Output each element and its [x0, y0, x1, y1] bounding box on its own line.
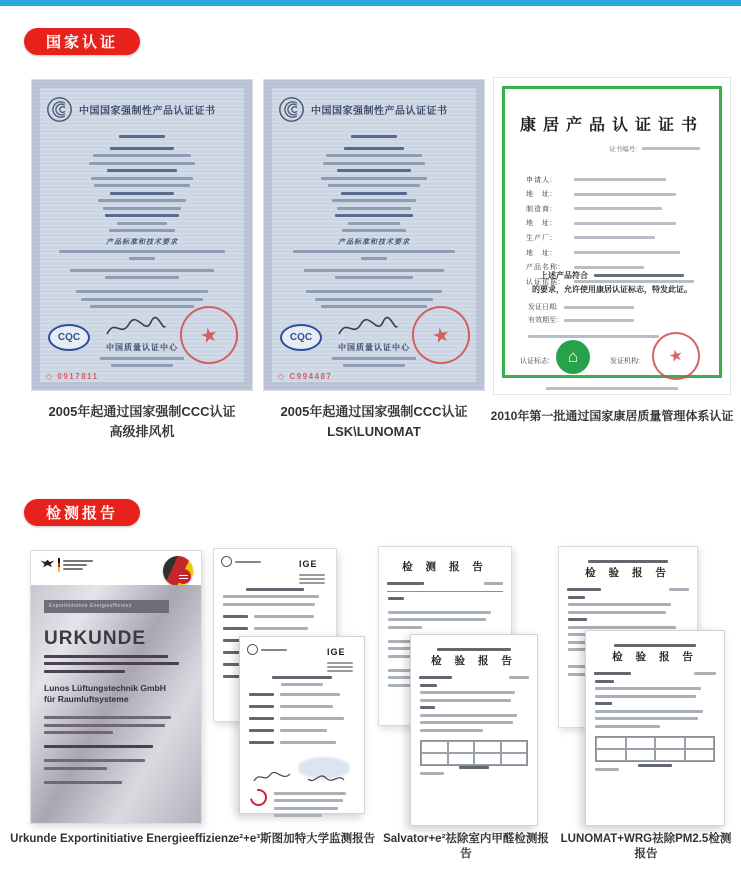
university-seal-icon	[221, 556, 232, 567]
text-line	[117, 222, 166, 225]
text-line	[669, 588, 689, 591]
report-number-row	[586, 672, 724, 675]
cert-no-label: 证书编号:	[609, 146, 637, 153]
urkunde-intro-lines	[44, 655, 188, 673]
cert-field-label: 认证依据:	[526, 278, 561, 286]
text-line	[63, 568, 83, 570]
ige-report-front	[239, 636, 365, 814]
text-line	[109, 229, 176, 232]
diamond-icon: ◇	[46, 372, 54, 381]
section-badge-national	[24, 28, 140, 55]
text-line	[509, 676, 529, 679]
text-line	[129, 257, 155, 260]
text-line	[595, 717, 698, 720]
text-line	[343, 364, 405, 367]
text-line	[44, 655, 168, 658]
text-line	[274, 799, 343, 802]
text-line	[44, 724, 165, 727]
cert-field-row	[526, 175, 702, 185]
field-row	[249, 717, 355, 720]
text-line	[337, 169, 411, 172]
caption-line: 高级排风机	[109, 424, 175, 439]
report-title-lines	[250, 671, 354, 686]
urkunde-body	[31, 585, 201, 823]
text-line	[98, 199, 186, 202]
authority-label: 发证机构:	[610, 358, 640, 365]
issuer-detail-lines	[314, 352, 434, 367]
text-line	[388, 597, 404, 600]
cert-field-row	[526, 189, 702, 199]
text-line	[327, 666, 353, 668]
section-badge-reports	[24, 499, 140, 526]
text-line	[344, 147, 404, 150]
mark-label: 认证标志:	[520, 358, 550, 365]
text-line	[91, 177, 193, 180]
text-line	[44, 670, 125, 673]
star-icon: ★	[667, 346, 685, 367]
university-logo	[247, 644, 287, 655]
text-line	[595, 725, 660, 728]
text-line	[44, 759, 145, 762]
text-line	[528, 335, 659, 338]
text-line	[419, 676, 452, 679]
signature	[306, 769, 346, 785]
text-line	[574, 222, 676, 225]
accreditation-logo	[247, 786, 271, 810]
standards-heading: 产品标准和技术要求	[338, 239, 410, 246]
field-row	[249, 693, 355, 696]
text-line	[342, 229, 405, 232]
text-line	[694, 672, 716, 675]
table-cell	[655, 737, 685, 749]
text-line	[321, 177, 427, 180]
text-line	[44, 745, 153, 748]
german-flag-badge	[163, 556, 193, 586]
text-line	[388, 618, 486, 621]
german-government-logo	[40, 558, 93, 572]
badge-label: 检测报告	[45, 505, 118, 522]
text-line	[280, 693, 339, 696]
text-line	[574, 193, 676, 196]
text-line	[420, 772, 444, 775]
text-line	[574, 251, 680, 254]
signature	[336, 316, 400, 340]
text-line	[110, 192, 173, 195]
text-line	[89, 162, 195, 165]
text-line	[420, 721, 513, 724]
standards-lines	[48, 245, 236, 260]
serial-value: C994487	[289, 372, 333, 381]
text-line	[63, 560, 93, 562]
text-line	[261, 649, 287, 651]
footnote-line	[494, 382, 730, 390]
caption-line: 2005年起通过国家强制CCC认证	[48, 404, 236, 419]
text-line	[293, 250, 455, 253]
text-line	[328, 184, 420, 187]
text-line	[90, 305, 193, 308]
text-line	[249, 717, 274, 720]
report-field-rows	[240, 693, 364, 744]
certificate-header	[46, 96, 244, 123]
badge-label: 国家认证	[45, 34, 118, 51]
table-cell	[448, 741, 475, 753]
ccc-logo-icon	[278, 96, 305, 123]
text-line	[388, 611, 491, 614]
certificate-body-lines	[54, 142, 230, 232]
text-line	[484, 582, 503, 585]
issue-date-row	[528, 302, 634, 312]
table-cell	[685, 737, 715, 749]
text-line	[332, 357, 416, 360]
org-name-line	[598, 639, 712, 647]
text-line	[335, 214, 412, 217]
text-line	[564, 306, 634, 309]
text-line	[574, 207, 662, 210]
house-icon: ⌂	[567, 347, 579, 366]
caption-cert-3	[486, 406, 738, 426]
text-line	[315, 298, 433, 301]
text-line	[304, 269, 444, 272]
field-row	[249, 705, 355, 708]
text-line	[327, 662, 353, 664]
text-line	[420, 714, 517, 717]
report-number-row	[411, 676, 537, 679]
certificate-footer-lines	[282, 264, 466, 308]
signature	[252, 769, 292, 785]
statement-line-2: 的要求，允许使用康居认证标志，特发此证。	[532, 285, 692, 294]
certificate-header	[278, 96, 476, 123]
text-line	[44, 781, 122, 784]
text-line	[223, 603, 315, 606]
ige-logo-block	[327, 642, 357, 672]
issuer-name: 中国质量认证中心	[106, 343, 178, 352]
text-line	[306, 290, 442, 293]
text-line	[105, 276, 179, 279]
text-line	[111, 364, 173, 367]
kangju-mark-icon	[556, 340, 590, 374]
text-line	[595, 702, 612, 705]
text-line	[44, 716, 171, 719]
certificate-number	[609, 144, 700, 153]
serial-number	[46, 372, 99, 381]
table-cell	[596, 737, 626, 749]
text-line	[281, 683, 323, 686]
text-line	[595, 680, 614, 683]
footer-text-lines	[274, 787, 354, 817]
issuer-detail-lines	[82, 352, 202, 367]
text-line	[335, 276, 412, 279]
text-line	[44, 662, 179, 665]
text-line	[272, 676, 332, 679]
caption-report-2: e²+e³斯图加特大学监测报告	[232, 833, 376, 845]
serial-number	[278, 372, 332, 381]
top-accent-bar	[0, 0, 741, 6]
university-logo	[221, 556, 261, 567]
text-line	[110, 147, 173, 150]
formula-line	[586, 759, 724, 767]
issuer-name: 中国质量认证中心	[338, 343, 410, 352]
text-line	[254, 615, 314, 618]
divider	[387, 591, 503, 592]
text-line	[280, 729, 327, 732]
caption-cert-1	[32, 402, 252, 442]
caption-line: 2010年第一批通过国家康居质量管理体系认证	[490, 409, 734, 423]
text-line	[94, 184, 189, 187]
text-line	[595, 710, 703, 713]
caption-report-3: Salvator+e²祛除室内甲醛检测报告	[383, 833, 549, 860]
text-line	[348, 222, 401, 225]
flag-badge-center	[176, 569, 191, 584]
text-line	[594, 274, 684, 277]
cqc-logo: CQC	[48, 324, 90, 351]
text-line	[420, 684, 437, 687]
text-line	[249, 741, 274, 744]
table-cell	[474, 741, 501, 753]
caption-line: LSK\LUNOMAT	[327, 424, 421, 439]
text-line	[326, 154, 421, 157]
ige-logo: IGE	[327, 647, 346, 657]
certificate-number-line	[52, 130, 232, 138]
text-line	[107, 169, 177, 172]
text-line	[299, 574, 325, 576]
text-line	[223, 627, 248, 630]
text-line	[595, 695, 696, 698]
text-line	[100, 357, 184, 360]
text-line	[341, 192, 408, 195]
text-line	[63, 564, 87, 566]
caption-report-4: LUNOMAT+WRG祛除PM2.5检测报告	[560, 833, 732, 860]
report-number-row	[559, 588, 697, 591]
ige-logo: IGE	[299, 559, 318, 569]
text-line	[274, 814, 322, 817]
text-line	[568, 618, 587, 621]
text-line	[223, 615, 248, 618]
initiative-banner: Exportinitiative Energieeffizienz	[44, 600, 169, 613]
text-line	[387, 582, 424, 585]
document-header	[31, 551, 201, 585]
text-line	[44, 731, 113, 734]
org-name-line	[423, 643, 525, 651]
text-line	[351, 135, 398, 138]
certificate-title: 中国国家强制性产品认证证书	[311, 106, 448, 117]
cert-field-label: 生产厂:	[526, 234, 553, 242]
text-line	[574, 266, 644, 269]
result-table	[595, 736, 715, 762]
text-line	[437, 648, 510, 651]
report-intro-lines	[214, 595, 336, 606]
cert-field-row	[526, 248, 702, 258]
signature	[104, 316, 168, 340]
text-line	[420, 691, 515, 694]
text-line	[119, 135, 166, 138]
kangju-certificate	[494, 78, 730, 394]
formula-line	[411, 761, 537, 769]
text-line	[595, 768, 619, 771]
certificate-body-lines	[286, 142, 462, 232]
serial-value: 0917811	[57, 372, 99, 381]
issue-date-label: 发证日期:	[528, 304, 558, 311]
org-name-line	[571, 555, 685, 563]
text-line	[76, 290, 208, 293]
statement-prefix: 上述产品符合	[540, 271, 588, 280]
text-line	[588, 560, 668, 563]
star-icon: ★	[198, 322, 221, 349]
note-line	[411, 772, 537, 775]
urkunde-heading: URKUNDE	[44, 628, 146, 649]
star-icon: ★	[430, 322, 453, 349]
text-line	[249, 705, 274, 708]
text-line	[420, 706, 435, 709]
text-line	[337, 207, 411, 210]
certificate-title: 康居产品认证证书	[519, 117, 704, 134]
text-line	[420, 729, 483, 732]
text-line	[93, 154, 192, 157]
ccc-certificate-2	[264, 80, 484, 390]
text-line	[638, 764, 671, 767]
text-line	[323, 162, 425, 165]
text-line	[280, 741, 335, 744]
company-name: Lunos Lüftungstechnik GmbH für Raumluftsysteme	[44, 682, 166, 704]
cert-field-row	[526, 204, 702, 214]
cert-field-row	[526, 218, 702, 228]
field-row	[249, 741, 355, 744]
report-body-lines	[411, 684, 537, 732]
text-line	[274, 792, 346, 795]
valid-until-label: 有效期至:	[528, 317, 558, 324]
text-line	[564, 319, 634, 322]
diamond-icon: ◇	[278, 372, 286, 381]
text-line	[254, 627, 308, 630]
text-line	[246, 588, 303, 591]
cert-field-row	[526, 233, 702, 243]
text-line	[594, 672, 631, 675]
text-line	[280, 705, 333, 708]
text-line	[574, 178, 666, 181]
ministry-text-lines	[63, 558, 93, 570]
cert-field-label: 地 址:	[526, 249, 553, 257]
text-line	[546, 387, 678, 390]
report-title-line	[224, 583, 326, 591]
field-row	[223, 615, 327, 618]
text-line	[388, 626, 422, 629]
text-line	[332, 199, 416, 202]
statement-line-1	[494, 270, 730, 281]
note-line	[586, 768, 724, 771]
text-line	[568, 626, 676, 629]
university-seal-icon	[247, 644, 258, 655]
text-line	[568, 611, 666, 614]
table-cell	[626, 737, 656, 749]
text-line	[420, 699, 511, 702]
ccc-logo-icon	[46, 96, 73, 123]
table-cell	[421, 741, 448, 753]
text-line	[44, 767, 107, 770]
cert-field-label: 申请人:	[526, 176, 553, 184]
cert-field-label: 产品名称:	[526, 264, 561, 272]
text-line	[105, 214, 179, 217]
text-line	[361, 257, 387, 260]
caption-line: 2005年起通过国家强制CCC认证	[280, 404, 468, 419]
german-flag-stripe	[58, 558, 60, 572]
standards-heading: 产品标准和技术要求	[106, 239, 178, 246]
text-line	[70, 269, 214, 272]
text-line	[249, 693, 274, 696]
certificate-number-line	[284, 130, 464, 138]
caption-report-1: Urkunde Exportinitiative Energieeffizienz	[10, 833, 234, 845]
certificate-footer-lines	[50, 264, 234, 308]
text-line	[568, 603, 671, 606]
text-line	[459, 766, 489, 769]
text-line	[595, 687, 701, 690]
eagle-icon	[40, 558, 55, 569]
cqc-logo: CQC	[280, 324, 322, 351]
cert-field-label: 制造商:	[526, 205, 553, 213]
caption-cert-2	[264, 402, 484, 442]
test-report-4-front	[585, 630, 725, 826]
text-line	[280, 717, 344, 720]
report-title: 检 验 报 告	[431, 655, 517, 667]
report-body-lines	[586, 680, 724, 728]
text-line	[299, 578, 325, 580]
field-row	[249, 729, 355, 732]
cert-field-label: 地 址:	[526, 220, 553, 228]
text-line	[223, 595, 319, 598]
certificate-title: 中国国家强制性产品认证证书	[79, 106, 216, 117]
test-report-front	[410, 634, 538, 826]
text-line	[574, 236, 655, 239]
text-line	[81, 298, 202, 301]
valid-until-row	[528, 315, 634, 325]
cert-field-label: 地 址:	[526, 191, 553, 199]
report-title: 检 验 报 告	[585, 567, 671, 579]
text-line	[235, 561, 261, 563]
text-line	[249, 729, 274, 732]
text-line	[103, 207, 180, 210]
text-line	[568, 596, 585, 599]
text-line	[321, 305, 428, 308]
ccc-certificate-1	[32, 80, 252, 390]
standards-lines	[280, 245, 468, 260]
report-number-row	[379, 582, 511, 585]
report-title: 检 测 报 告	[402, 561, 488, 573]
urkunde-body-lines	[44, 716, 188, 784]
text-line	[59, 250, 224, 253]
text-line	[614, 644, 696, 647]
table-cell	[501, 741, 528, 753]
report-title: 检 验 报 告	[612, 651, 698, 663]
text-line	[567, 588, 601, 591]
urkunde-document	[30, 550, 202, 824]
text-line	[642, 147, 700, 150]
ige-logo-block	[299, 554, 329, 584]
field-row	[223, 627, 327, 630]
text-line	[274, 807, 338, 810]
